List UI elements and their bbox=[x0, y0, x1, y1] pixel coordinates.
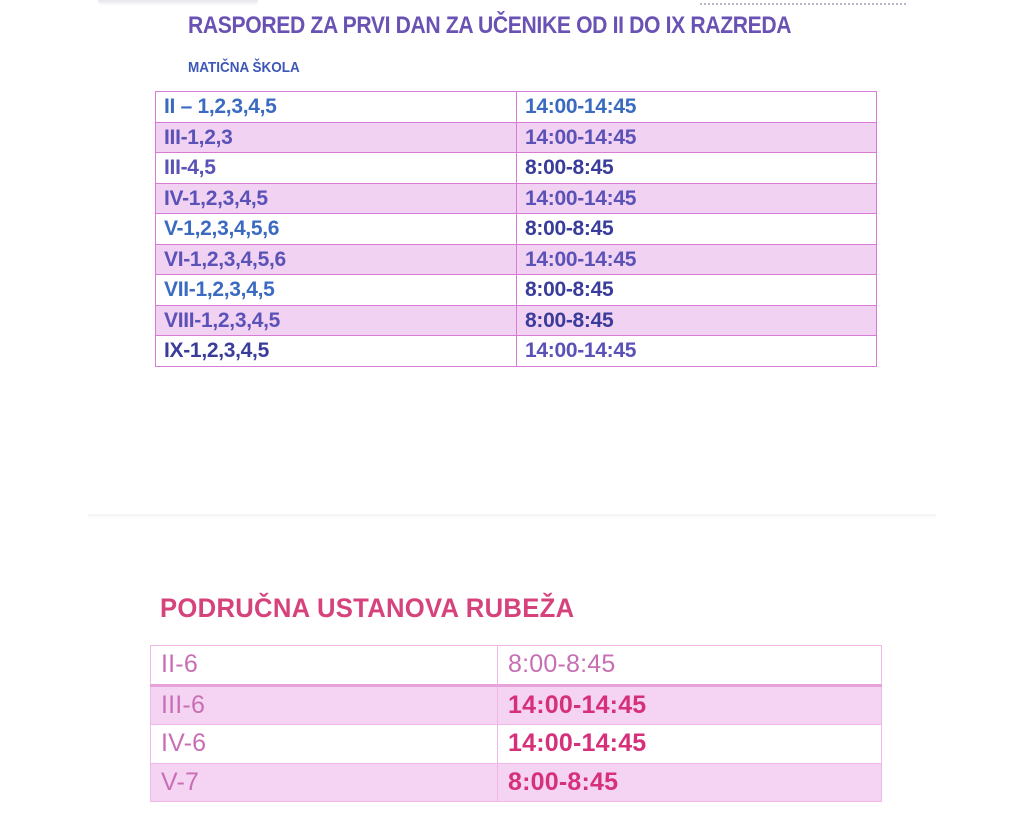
table-row bbox=[156, 183, 877, 214]
table-row bbox=[151, 646, 882, 686]
table-row bbox=[156, 275, 877, 306]
table-row bbox=[156, 305, 877, 336]
schedule-table-maticna bbox=[155, 91, 877, 367]
time-cell: 8:00-8:45 bbox=[517, 214, 877, 245]
table-row bbox=[156, 244, 877, 275]
table-row bbox=[151, 685, 882, 725]
table-row bbox=[151, 763, 882, 802]
time-cell: 14:00-14:45 bbox=[517, 92, 877, 123]
time-cell: 14:00-14:45 bbox=[517, 183, 877, 214]
class-cell: V-7 bbox=[151, 763, 498, 802]
table-row bbox=[156, 214, 877, 245]
time-cell: 14:00-14:45 bbox=[498, 725, 882, 764]
time-cell: 14:00-14:45 bbox=[517, 336, 877, 367]
time-cell: 8:00-8:45 bbox=[517, 275, 877, 306]
class-cell: VIII-1,2,3,4,5 bbox=[156, 305, 517, 336]
corner-shadow bbox=[98, 0, 258, 6]
table-row bbox=[156, 153, 877, 184]
class-cell: IV-1,2,3,4,5 bbox=[156, 183, 517, 214]
table-row bbox=[156, 92, 877, 123]
section-title-rubeza: PODRUČNA USTANOVA RUBEŽA bbox=[160, 593, 575, 623]
time-cell: 14:00-14:45 bbox=[517, 122, 877, 153]
time-cell: 8:00-8:45 bbox=[517, 305, 877, 336]
table-row bbox=[156, 122, 877, 153]
dotted-line bbox=[700, 3, 906, 5]
table-row bbox=[151, 725, 882, 764]
time-cell: 14:00-14:45 bbox=[517, 244, 877, 275]
class-cell: II – 1,2,3,4,5 bbox=[156, 92, 517, 123]
section-divider bbox=[88, 514, 936, 519]
time-cell: 8:00-8:45 bbox=[498, 763, 882, 802]
time-cell: 14:00-14:45 bbox=[498, 685, 882, 725]
class-cell: V-1,2,3,4,5,6 bbox=[156, 214, 517, 245]
class-cell: III-1,2,3 bbox=[156, 122, 517, 153]
class-cell: III-6 bbox=[151, 685, 498, 725]
class-cell: VI-1,2,3,4,5,6 bbox=[156, 244, 517, 275]
time-cell: 8:00-8:45 bbox=[498, 646, 882, 686]
section-subtitle-maticna: MATIČNA ŠKOLA bbox=[188, 59, 300, 76]
class-cell: IX-1,2,3,4,5 bbox=[156, 336, 517, 367]
class-cell: III-4,5 bbox=[156, 153, 517, 184]
class-cell: IV-6 bbox=[151, 725, 498, 764]
class-cell: II-6 bbox=[151, 646, 498, 686]
class-cell: VII-1,2,3,4,5 bbox=[156, 275, 517, 306]
table-row bbox=[156, 336, 877, 367]
schedule-table-rubeza bbox=[150, 645, 882, 802]
time-cell: 8:00-8:45 bbox=[517, 153, 877, 184]
page-title: RASPORED ZA PRVI DAN ZA UČENIKE OD II DO IX RAZREDA bbox=[188, 12, 792, 39]
